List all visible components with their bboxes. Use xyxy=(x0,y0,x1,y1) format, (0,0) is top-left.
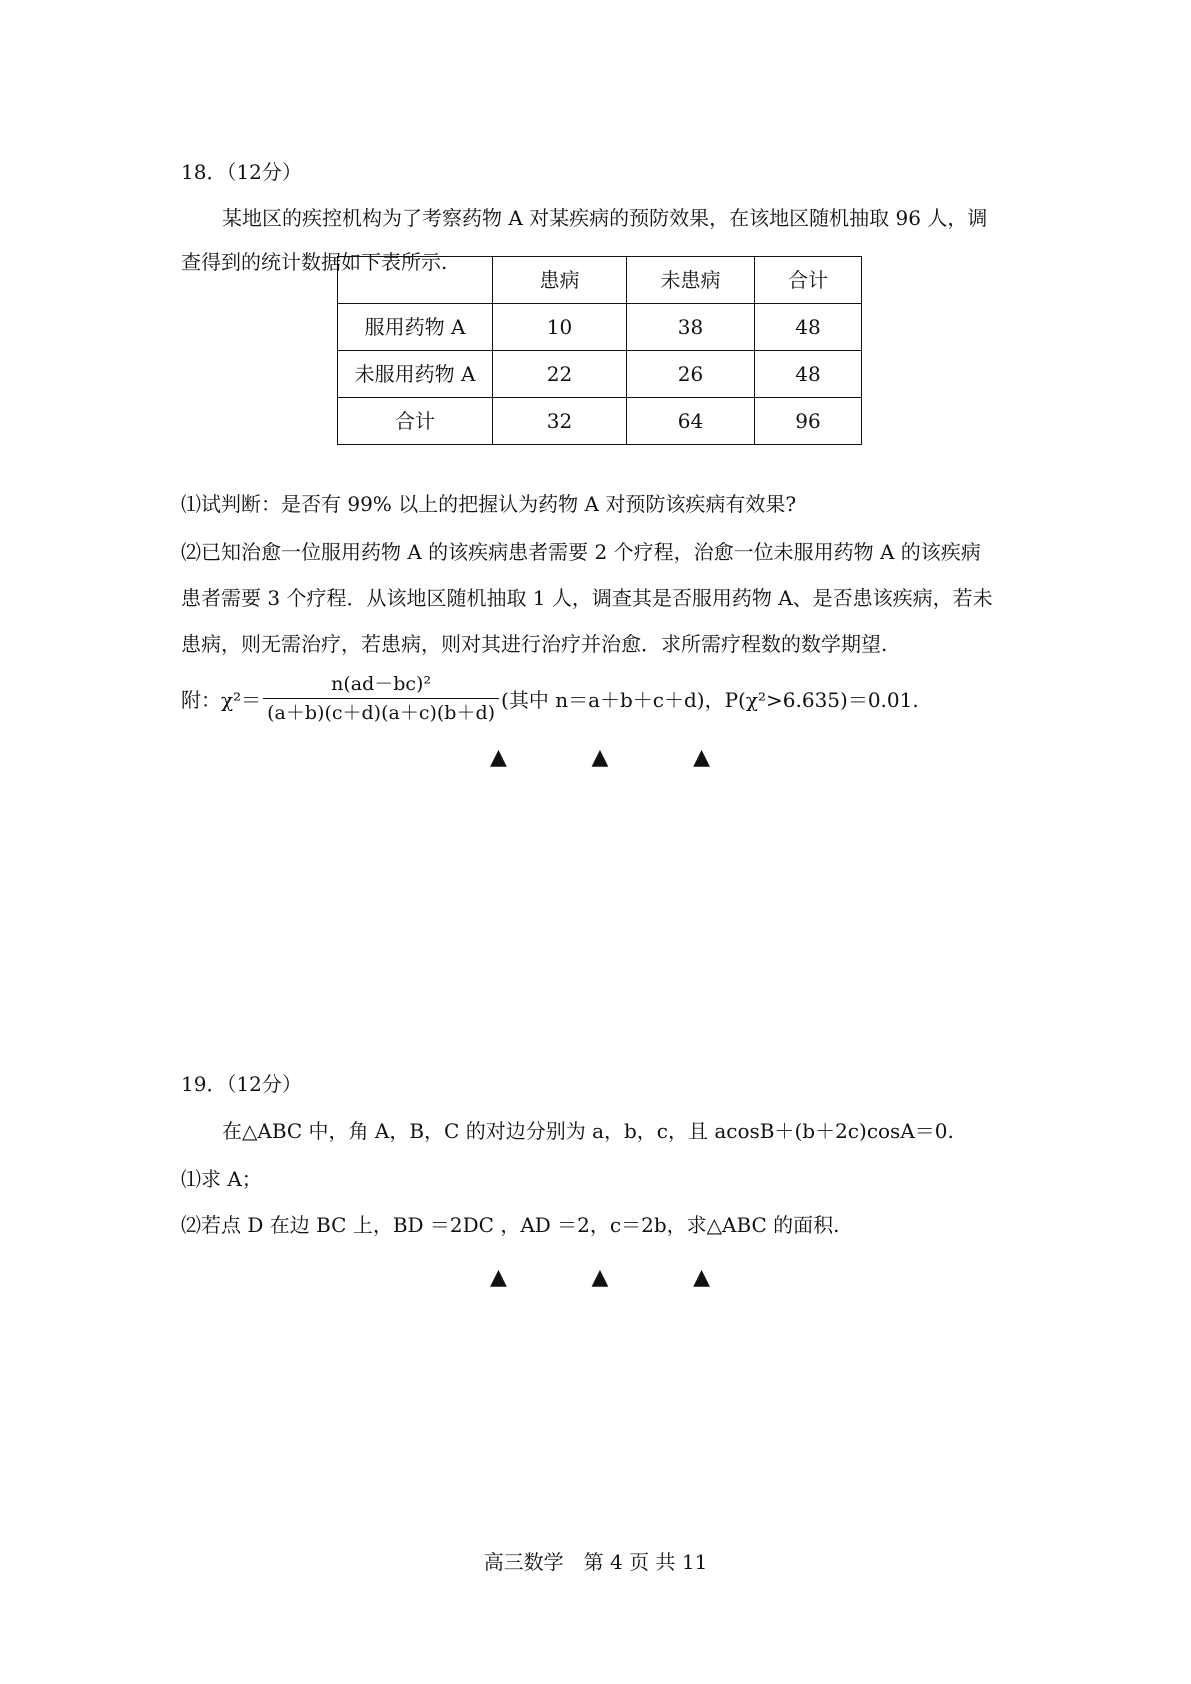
statistics-table xyxy=(337,256,862,445)
chi-square-fraction xyxy=(263,672,499,725)
table-cell: 32 xyxy=(493,398,627,445)
table-cell: 48 xyxy=(755,351,862,398)
q18-part2-line3: 患病，则无需治疗，若患病，则对其进行治疗并治愈．求所需疗程数的数学期望. xyxy=(181,632,888,656)
q19-header xyxy=(181,1070,302,1098)
table-cell: 96 xyxy=(755,398,862,445)
q18-stem-line2: 查得到的统计数据如下表所示. xyxy=(181,250,448,274)
table-cell: 合计 xyxy=(338,398,493,445)
chi-square-lhs: χ²＝ xyxy=(221,688,262,712)
triangle-mark-icon: ▲ xyxy=(490,1265,507,1290)
triangle-mark-icon: ▲ xyxy=(591,745,609,770)
table-cell: 48 xyxy=(755,304,862,351)
table-header-cell xyxy=(338,257,493,304)
page-footer: 高三数学 第 4 页 共 11 xyxy=(483,1550,708,1574)
triangle-mark-icon: ▲ xyxy=(693,745,710,770)
q18-score: （12分） xyxy=(226,160,302,184)
table-header-cell: 未患病 xyxy=(627,257,755,304)
table-cell: 26 xyxy=(627,351,755,398)
q18-part2-line1: ⑵已知治愈一位服用药物 A 的该疾病患者需要 2 个疗程，治愈一位未服用药物 A 的该疾病 xyxy=(181,540,981,564)
table-row xyxy=(338,351,862,398)
table-header-cell: 合计 xyxy=(755,257,862,304)
fraction-denominator: (a＋b)(c＋d)(a＋c)(b＋d) xyxy=(267,702,496,724)
table-header-cell: 患病 xyxy=(493,257,627,304)
q19-score: （12分） xyxy=(226,1072,302,1096)
q19-part2: ⑵若点 D 在边 BC 上，BD ＝2DC ，AD ＝2，c＝2b，求△ABC 的面积. xyxy=(181,1213,840,1237)
table-row xyxy=(338,398,862,445)
triangle-mark-icon: ▲ xyxy=(490,745,507,770)
appendix-rest: (其中 n＝a＋b＋c＋d)，P(χ²>6.635)＝0.01. xyxy=(501,688,919,712)
q18-answer-marks xyxy=(490,745,710,771)
q18-part2-line2: 患者需要 3 个疗程．从该地区随机抽取 1 人，调查其是否服用药物 A、是否患该疾病，若未 xyxy=(181,586,993,610)
q19-answer-marks xyxy=(490,1265,710,1291)
table-cell: 服用药物 A xyxy=(338,304,493,351)
table-cell: 22 xyxy=(493,351,627,398)
q19-stem: 在△ABC 中，角 A，B，C 的对边分别为 a，b，c，且 acosB＋(b＋2c)cosA＝0. xyxy=(222,1119,954,1143)
q18-appendix-formula xyxy=(181,672,919,725)
triangle-mark-icon: ▲ xyxy=(591,1265,609,1290)
fraction-numerator: n(ad－bc)² xyxy=(263,672,499,699)
table-header-row xyxy=(338,257,862,304)
q18-part1: ⑴试判断：是否有 99% 以上的把握认为药物 A 对预防该疾病有效果? xyxy=(181,492,797,516)
table-cell: 未服用药物 A xyxy=(338,351,493,398)
q18-stem-line1: 某地区的疾控机构为了考察药物 A 对某疾病的预防效果，在该地区随机抽取 96 人，调 xyxy=(222,206,988,230)
table-cell: 10 xyxy=(493,304,627,351)
q18-header xyxy=(181,158,302,186)
q19-number: 19． xyxy=(181,1072,227,1096)
table-row xyxy=(338,304,862,351)
q18-number: 18． xyxy=(181,160,227,184)
appendix-label: 附： xyxy=(181,688,221,712)
triangle-mark-icon: ▲ xyxy=(693,1265,710,1290)
table-cell: 64 xyxy=(627,398,755,445)
q19-part1: ⑴求 A； xyxy=(181,1167,262,1191)
table-cell: 38 xyxy=(627,304,755,351)
